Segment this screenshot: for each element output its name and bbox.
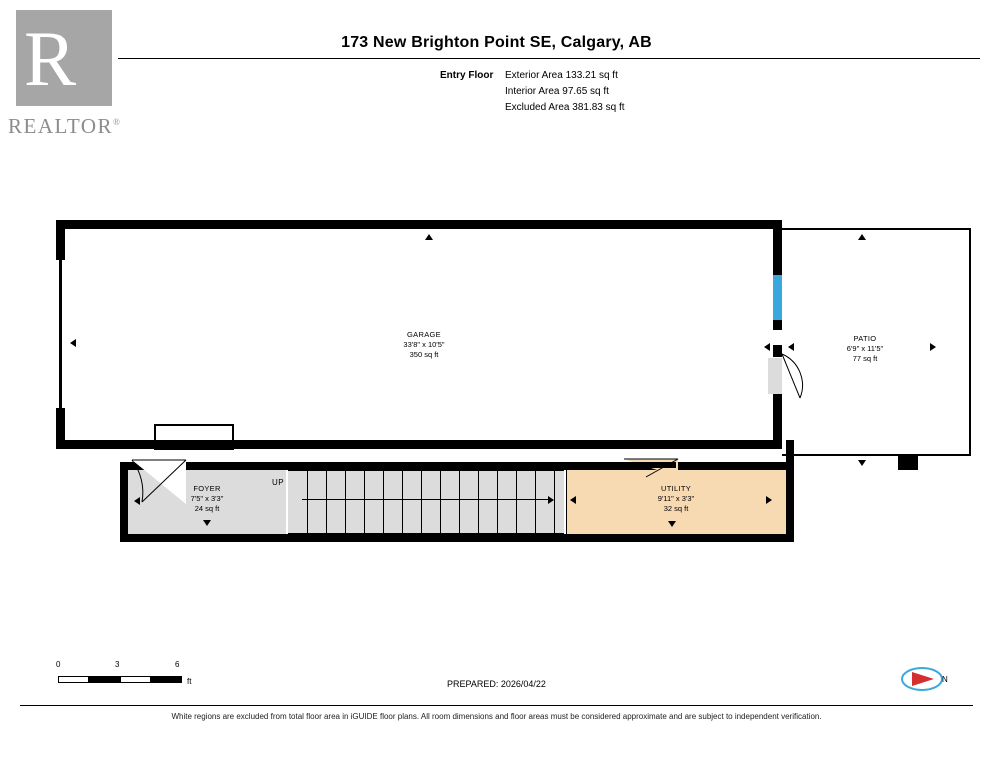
stairs-border-bottom [288, 533, 564, 534]
stair-tread-2 [326, 470, 327, 534]
room-label-foyer [159, 484, 255, 514]
utility-door-swing [622, 455, 682, 483]
stair-tread-8 [440, 470, 441, 534]
stairs-direction-arrow [548, 496, 554, 504]
garage-dim-arrow-top [425, 234, 433, 240]
room-name-utility: UTILITY [660, 484, 692, 493]
room-name-patio: PATIO [853, 334, 877, 343]
room-dims-patio: 6'9" x 11'5" [846, 344, 884, 353]
stair-tread-5 [383, 470, 384, 534]
garage-window-right [773, 275, 782, 320]
registered-mark: ® [113, 117, 122, 127]
closet-outline-bottom [154, 448, 234, 450]
stairs-direction-line [302, 499, 550, 500]
room-dims-utility: 9'11" x 3'3" [657, 494, 695, 503]
exterior-area: Exterior Area 133.21 sq ft [505, 70, 618, 81]
room-area-patio: 77 sq ft [852, 354, 878, 363]
lower-wall-bottom [120, 534, 794, 542]
utility-dim-arrow-right [766, 496, 772, 504]
stair-tread-11 [497, 470, 498, 534]
foyer-dim-arrow-bottom [203, 520, 211, 526]
garage-window-left [59, 260, 62, 408]
room-label-garage [364, 330, 484, 360]
compass-icon [900, 662, 960, 696]
page-title: 173 New Brighton Point SE, Calgary, AB [341, 34, 652, 51]
closet-outline-left [154, 424, 156, 450]
room-dims-foyer: 7'5" x 3'3" [190, 494, 224, 503]
scale-unit-label: ft [187, 677, 192, 686]
stair-tread-7 [421, 470, 422, 534]
scale-tick-3: 3 [115, 660, 120, 669]
patio-wall-bottom [782, 454, 971, 456]
patio-wall-top [782, 228, 971, 230]
foyer-dim-arrow-left [134, 497, 140, 505]
lower-wall-top [120, 462, 794, 470]
garage-wall-right-mid [773, 320, 782, 330]
stair-tread-13 [535, 470, 536, 534]
garage-wall-right-upper [773, 220, 782, 275]
stair-tread-14 [554, 470, 555, 534]
excluded-area: Excluded Area 381.83 sq ft [505, 102, 625, 113]
room-label-patio [805, 334, 925, 364]
patio-dim-arrow-bottom [858, 460, 866, 466]
stair-tread-12 [516, 470, 517, 534]
stairs-fill [288, 470, 564, 534]
room-label-utility [621, 484, 731, 514]
garage-dim-arrow-bottom [425, 441, 433, 447]
garage-dim-arrow-right [764, 343, 770, 351]
utility-dim-arrow-bottom [668, 521, 676, 527]
floor-label: Entry Floor [440, 70, 494, 81]
disclaimer-text: White regions are excluded from total floor area in iGUIDE floor plans. All room dimensions and floor areas must be considered approximate and are subject to independent verification. [171, 712, 822, 721]
utility-wall-left [566, 470, 567, 534]
patio-dim-arrow-right [930, 343, 936, 351]
prepared-date: PREPARED: 2026/04/22 [447, 679, 546, 689]
garage-wall-top [56, 220, 782, 229]
garage-wall-left-upper [56, 220, 65, 260]
patio-dim-arrow-left [788, 343, 794, 351]
stairs-border-top [288, 470, 564, 471]
stair-tread-9 [459, 470, 460, 534]
room-name-foyer: FOYER [193, 484, 221, 493]
stair-tread-3 [345, 470, 346, 534]
room-dims-garage: 33'8" x 10'5" [403, 340, 445, 349]
room-name-garage: GARAGE [407, 330, 441, 339]
compass-rose [900, 662, 960, 696]
compass-north-label: N [942, 675, 948, 684]
room-area-foyer: 24 sq ft [194, 504, 220, 513]
stairs-up-label: UP [272, 478, 285, 487]
lower-wall-right [786, 440, 794, 542]
utility-door-header [620, 462, 676, 468]
room-area-utility: 32 sq ft [663, 504, 689, 513]
garage-dim-arrow-left [70, 339, 76, 347]
patio-dim-arrow-top [858, 234, 866, 240]
scale-tick-6: 6 [175, 660, 180, 669]
patio-wall-right [969, 228, 971, 456]
stair-tread-10 [478, 470, 479, 534]
scale-tick-0: 0 [56, 660, 61, 669]
stair-tread-4 [364, 470, 365, 534]
realtor-wordmark-text: REALTOR [8, 114, 114, 138]
interior-area: Interior Area 97.65 sq ft [505, 86, 609, 97]
closet-outline-top [154, 424, 234, 426]
footer-divider [20, 705, 973, 706]
utility-dim-arrow-left [570, 496, 576, 504]
room-area-garage: 350 sq ft [409, 350, 439, 359]
stair-tread-1 [307, 470, 308, 534]
closet-outline-right [232, 424, 234, 450]
lower-wall-left [120, 462, 128, 542]
stair-tread-6 [402, 470, 403, 534]
realtor-logo-letter: R [24, 15, 75, 102]
patio-post [898, 456, 918, 470]
